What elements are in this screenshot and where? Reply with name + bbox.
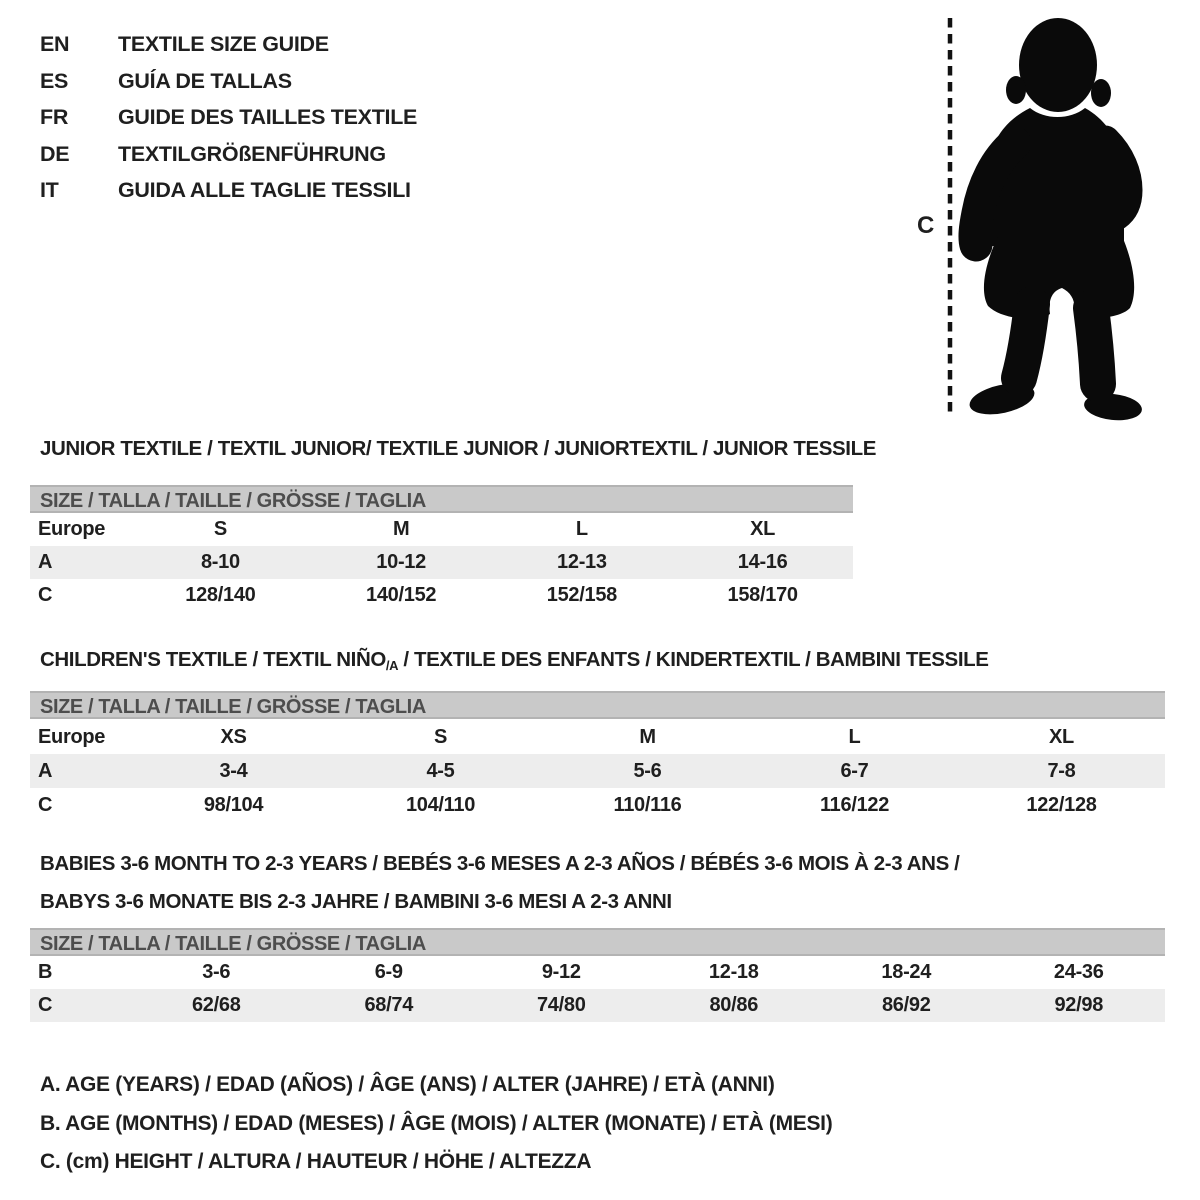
language-code: EN [40,32,70,56]
row-label: Europe [38,518,106,540]
row-label: A [38,551,53,573]
size-value: 9-12 [541,961,581,983]
row-label: C [38,994,53,1016]
children-size-table [30,720,1165,822]
size-value: 122/128 [1026,794,1097,816]
language-row-de [40,136,417,173]
language-row-es [40,63,417,100]
language-code: DE [40,141,70,166]
language-title: TEXTILGRÖßENFÜHRUNG [118,141,386,166]
size-column-header: XL [750,518,776,540]
size-value: 104/110 [405,794,476,816]
children-title-text: CHILDREN'S TEXTILE / TEXTIL NIÑO [40,648,386,671]
babies-size-header: SIZE / TALLA / TAILLE / GRÖSSE / TAGLIA [30,928,1165,956]
table-row [30,579,853,612]
size-value: 116/122 [819,794,890,816]
language-title: GUIDA ALLE TAGLIE TESSILI [118,178,411,202]
junior-size-header: SIZE / TALLA / TAILLE / GRÖSSE / TAGLIA [30,485,853,513]
table-row [30,956,1165,989]
size-value: 3-6 [202,961,231,983]
size-value: 92/98 [1054,994,1104,1016]
row-label: Europe [38,726,106,748]
size-value: 80/86 [709,994,759,1016]
size-value: 8-10 [200,551,240,573]
table-row [30,788,1165,822]
size-value: 12-13 [557,551,607,573]
size-value: 128/140 [185,584,256,606]
language-row-en [40,26,417,63]
language-code: IT [40,178,59,202]
legend-line-a: A. AGE (YEARS) / EDAD (AÑOS) / ÂGE (ANS) / ALTER (JAHRE) / ETÀ (ANNI) [40,1073,775,1096]
size-column-header: L [848,726,861,748]
babies-size-table [30,956,1165,1022]
table-row [30,546,853,579]
size-value: 62/68 [191,994,241,1016]
size-value: 110/116 [613,794,682,816]
size-column-header: XL [1049,726,1074,748]
row-label: B [38,961,53,983]
size-value: 24-36 [1053,961,1104,983]
size-value: 7-8 [1047,760,1076,782]
size-column-header: L [575,518,588,540]
size-value: 3-4 [219,760,248,782]
language-title: GUIDE DES TAILLES TEXTILE [118,105,418,129]
row-label: C [38,794,53,816]
size-value: 14-16 [737,551,788,573]
size-value: 158/170 [727,584,798,606]
size-value: 74/80 [536,994,586,1016]
size-value: 140/152 [366,584,437,606]
size-value: 12-18 [708,961,759,983]
table-row [30,989,1165,1022]
children-title-subscript: /A [385,658,399,673]
children-title-text: / TEXTILE DES ENFANTS / KINDERTEXTIL / BAMBINI TESSILE [398,648,989,671]
row-label: C [38,584,53,606]
size-value: 86/92 [881,994,931,1016]
measurement-legend [40,1066,832,1182]
legend-line-b: B. AGE (MONTHS) / EDAD (MESES) / ÂGE (MOIS) / ALTER (MONATE) / ETÀ (MESI) [40,1111,833,1135]
size-column-header: M [639,726,656,748]
language-title: GUÍA DE TALLAS [118,68,292,93]
size-value: 6-9 [374,961,403,983]
table-row [30,754,1165,788]
language-title: TEXTILE SIZE GUIDE [118,32,329,56]
size-column-header: S [213,518,227,540]
table-row [30,513,853,546]
babies-section-title [40,845,959,921]
language-code: ES [40,68,69,93]
size-value: 18-24 [881,961,932,983]
toddler-silhouette-icon [880,8,1180,428]
size-value: 6-7 [840,760,869,782]
size-column-header: M [392,518,410,540]
language-row-fr [40,99,417,136]
height-measure-label: C [917,212,935,239]
language-code: FR [40,105,69,129]
size-value: 68/74 [364,994,414,1016]
legend-line-c: C. (cm) HEIGHT / ALTURA / HAUTEUR / HÖHE / ALTEZZA [40,1150,592,1173]
size-value: 10-12 [376,551,426,573]
junior-size-table [30,513,853,612]
size-column-header: XS [220,726,247,748]
babies-title-line2: BABYS 3-6 MONATE BIS 2-3 JAHRE / BAMBINI 3-6 MESI A 2-3 ANNI [40,890,672,913]
babies-title-line1: BABIES 3-6 MONTH TO 2-3 YEARS / BEBÉS 3-6 MESES A 2-3 AÑOS / BÉBÉS 3-6 MOIS À 2-3 ANS / [40,852,960,875]
size-column-header: S [433,726,448,748]
row-label: A [38,760,53,782]
children-size-header: SIZE / TALLA / TAILLE / GRÖSSE / TAGLIA [30,691,1165,719]
size-value: 98/104 [203,794,264,816]
children-section-title [40,648,989,678]
size-value: 5-6 [633,760,662,782]
language-row-it [40,172,417,209]
language-list [40,26,417,209]
table-row [30,720,1165,754]
junior-section-title: JUNIOR TEXTILE / TEXTIL JUNIOR/ TEXTILE JUNIOR / JUNIORTEXTIL / JUNIOR TESSILE [40,437,876,460]
size-value: 152/158 [546,584,617,606]
size-value: 4-5 [426,760,455,782]
